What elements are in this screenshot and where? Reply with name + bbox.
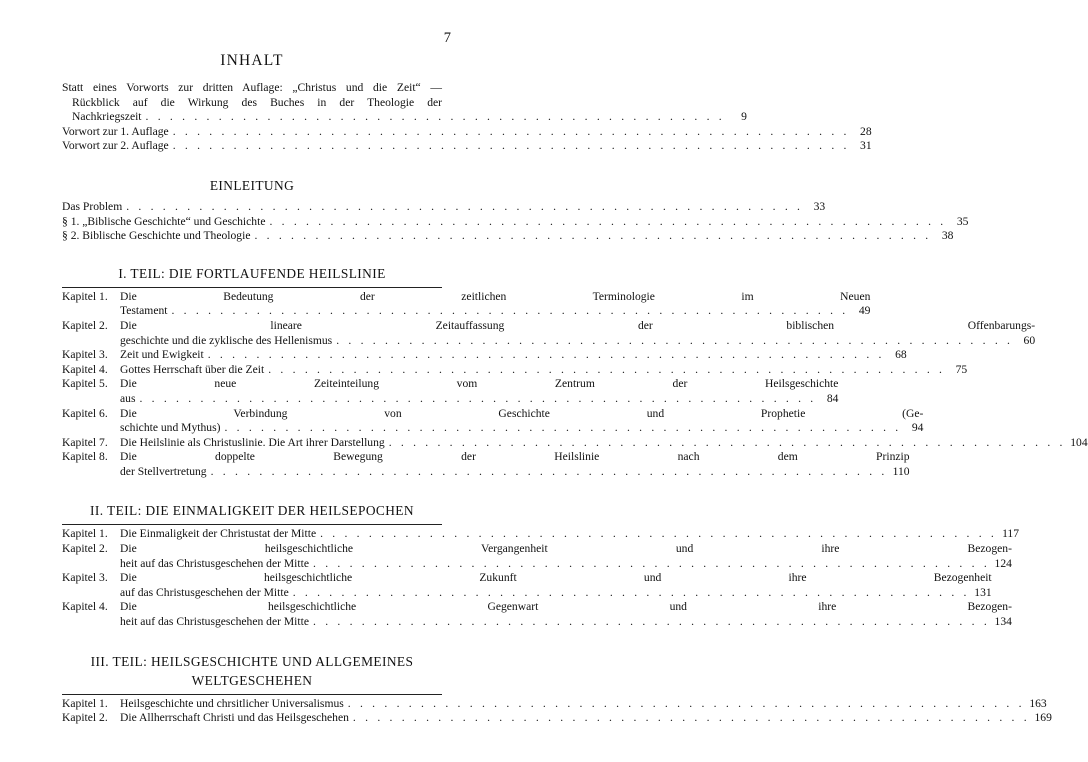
leader-dots: . . . . . . . . . . . . . . . . . . . . . . . . . . . . . . . . . . . . . . . . . . . . . . . . . . . . . . . .: [292, 585, 970, 599]
chapter-entry: [62, 318, 1036, 348]
chapter-number: Kapitel 2.: [62, 318, 108, 332]
entry-page: 35: [956, 214, 969, 228]
chapter-page: 104: [1070, 435, 1088, 449]
leader-dots: . . . . . . . . . . . . . . . . . . . . . . . . . . . . . . . . . . . . . . . . . . . . . . . .: [145, 110, 725, 124]
leader-dots: . . . . . . . . . . . . . . . . . . . . . . . . . . . . . . . . . . . . . . . . . . . . . . . . . . . . . . . .: [126, 199, 804, 213]
chapter-number: Kapitel 1.: [62, 527, 108, 541]
chapter-page: 110: [892, 464, 910, 478]
leader-dots: . . . . . . . . . . . . . . . . . . . . . . . . . . . . . . . . . . . . . . . . . . . . . . . . . . . . . . . .: [336, 333, 1014, 347]
entry-title: Vorwort zur 1. Auflage: [62, 124, 169, 138]
chapter-entry: [62, 435, 1088, 451]
chapter-title-line-1: Die heilsgeschichtliche Zukunft und ihre Bezogenheit: [120, 571, 992, 585]
chapter-entry: [62, 542, 1012, 571]
chapter-title: Testament: [120, 304, 168, 318]
chapter-title: aus: [120, 391, 136, 405]
leader-dots: . . . . . . . . . . . . . . . . . . . . . . . . . . . . . . . . . . . . . . . . . . . . . . . . . . . . . . . .: [172, 139, 850, 153]
page-title: INHALT: [220, 52, 284, 69]
toc-entry: [62, 139, 872, 154]
chapter-title-line-1: Die heilsgeschichtliche Gegenwart und ihre Bezogen-: [120, 600, 1012, 614]
chapter-title-line-1: Die neue Zeiteinteilung vom Zentrum der Heilsgeschichte: [120, 377, 839, 391]
chapter-entry: [62, 348, 907, 363]
chapter-entry: [62, 527, 1020, 542]
leader-dots: . . . . . . . . . . . . . . . . . . . . . . . . . . . . . . . . . . . . . . . . . . . . . . . . . . . . . . . .: [313, 556, 990, 570]
entry-page: 38: [941, 229, 954, 243]
chapter-page: 75: [955, 362, 968, 376]
divider: [62, 524, 442, 525]
chapter-number: Kapitel 6.: [62, 406, 108, 420]
chapter-title: heit auf das Christusgeschehen der Mitte: [120, 615, 309, 629]
entry-title: § 2. Biblische Geschichte und Theologie: [62, 229, 251, 243]
leader-dots: . . . . . . . . . . . . . . . . . . . . . . . . . . . . . . . . . . . . . . . . . . . . . . . . . . . . . . . .: [320, 527, 998, 541]
chapter-title: heit auf das Christusgeschehen der Mitte: [120, 556, 309, 570]
chapter-entry: [62, 362, 968, 378]
chapter-number: Kapitel 4.: [62, 600, 108, 614]
preface-entry: [62, 81, 747, 125]
leader-dots: . . . . . . . . . . . . . . . . . . . . . . . . . . . . . . . . . . . . . . . . . . . . . . . . . . . . . . . .: [207, 348, 885, 362]
leader-dots: . . . . . . . . . . . . . . . . . . . . . . . . . . . . . . . . . . . . . . . . . . . . . . . . . . . . . . . .: [210, 464, 888, 478]
chapter-title: auf das Christusgeschehen der Mitte: [120, 585, 289, 599]
chapter-number: Kapitel 3.: [62, 348, 108, 362]
parts-list: [62, 264, 1088, 726]
leader-dots: . . . . . . . . . . . . . . . . . . . . . . . . . . . . . . . . . . . . . . . . . . . . . . . . . . . . . . . .: [347, 696, 1025, 710]
chapter-page: 117: [1002, 527, 1020, 541]
chapter-title-line-1: Die Verbindung von Geschichte und Prophetie (Ge-: [120, 406, 924, 420]
leader-dots: . . . . . . . . . . . . . . . . . . . . . . . . . . . . . . . . . . . . . . . . . . . . . . . . . . . . . . . .: [171, 304, 849, 318]
preface-line-3: Nachkriegszeit: [72, 110, 142, 124]
chapter-entry: [62, 711, 1052, 726]
chapter-title: Gottes Herrschaft über die Zeit: [120, 362, 265, 376]
leader-dots: . . . . . . . . . . . . . . . . . . . . . . . . . . . . . . . . . . . . . . . . . . . . . . . . . . . . . . . .: [254, 229, 932, 243]
chapter-number: Kapitel 4.: [62, 362, 108, 376]
einleitung-list: [62, 199, 969, 244]
chapter-title: Die Heilslinie als Christuslinie. Die Art ihrer Darstellung: [120, 435, 385, 449]
chapter-page: 124: [994, 556, 1012, 570]
chapter-page: 134: [994, 615, 1012, 629]
chapter-title: schichte und Mythus): [120, 421, 221, 435]
chapter-title-line-1: Die heilsgeschichtliche Vergangenheit und ihre Bezogen-: [120, 542, 1012, 556]
chapter-entry: [62, 600, 1012, 629]
chapter-title-line-1: Die lineare Zeitauffassung der biblischen Offenbarungs-: [120, 318, 1036, 332]
chapter-entry: [62, 450, 910, 479]
leader-dots: . . . . . . . . . . . . . . . . . . . . . . . . . . . . . . . . . . . . . . . . . . . . . . . . . . . . . . . .: [172, 124, 850, 138]
chapter-number: Kapitel 1.: [62, 696, 108, 710]
chapter-entry: [62, 289, 871, 319]
preface-page: 9: [741, 110, 747, 124]
entry-page: 28: [860, 124, 872, 138]
chapter-title: geschichte und die zyklische des Hellenismus: [120, 333, 333, 347]
chapter-number: Kapitel 2.: [62, 542, 108, 556]
leader-dots: . . . . . . . . . . . . . . . . . . . . . . . . . . . . . . . . . . . . . . . . . . . . . . . . . . . . . . . .: [224, 421, 902, 435]
table-of-contents: [62, 52, 1088, 726]
chapter-number: Kapitel 2.: [62, 711, 108, 725]
chapter-page: 84: [826, 391, 839, 405]
part-heading: I. TEIL: DIE FORTLAUFENDE HEILSLINIE: [118, 265, 386, 281]
page-number: 7: [443, 30, 451, 46]
divider: [62, 287, 442, 288]
chapter-title-line-1: Die Bedeutung der zeitlichen Terminologie im Neuen: [120, 289, 871, 303]
entry-title: Das Problem: [62, 199, 123, 213]
front-matter-list: [62, 124, 872, 154]
toc-entry: [62, 199, 826, 215]
chapter-number: Kapitel 1.: [62, 289, 108, 303]
entry-page: 31: [860, 139, 872, 153]
chapter-title: der Stellvertretung: [120, 464, 207, 478]
chapter-page: 131: [974, 585, 992, 599]
chapter-page: 49: [858, 304, 871, 318]
leader-dots: . . . . . . . . . . . . . . . . . . . . . . . . . . . . . . . . . . . . . . . . . . . . . . . . . . . . . . . .: [388, 435, 1066, 449]
chapter-number: Kapitel 3.: [62, 571, 108, 585]
divider: [62, 694, 442, 695]
chapter-number: Kapitel 8.: [62, 450, 108, 464]
entry-title: Vorwort zur 2. Auflage: [62, 139, 169, 153]
chapter-entry: [62, 571, 992, 600]
chapter-entry: [62, 406, 924, 436]
chapter-title: Heilsgeschichte und chrsitlicher Universalismus: [120, 696, 344, 710]
leader-dots: . . . . . . . . . . . . . . . . . . . . . . . . . . . . . . . . . . . . . . . . . . . . . . . . . . . . . . . .: [268, 362, 946, 376]
leader-dots: . . . . . . . . . . . . . . . . . . . . . . . . . . . . . . . . . . . . . . . . . . . . . . . . . . . . . . . .: [313, 615, 990, 629]
entry-title: § 1. „Biblische Geschichte“ und Geschichte: [62, 214, 266, 228]
chapter-title: Zeit und Ewigkeit: [120, 348, 204, 362]
chapter-entry: [62, 377, 839, 406]
section-heading-einleitung: EINLEITUNG: [209, 177, 295, 193]
part-heading-line-2: WELTGESCHEHEN: [191, 672, 313, 688]
leader-dots: . . . . . . . . . . . . . . . . . . . . . . . . . . . . . . . . . . . . . . . . . . . . . . . . . . . . . . . .: [352, 711, 1030, 725]
leader-dots: . . . . . . . . . . . . . . . . . . . . . . . . . . . . . . . . . . . . . . . . . . . . . . . . . . . . . . . .: [139, 391, 817, 405]
chapter-page: 94: [911, 421, 924, 435]
toc-entry: [62, 124, 872, 140]
toc-entry: [62, 214, 969, 230]
chapter-title: Die Allherrschaft Christi und das Heilsgeschehen: [120, 711, 349, 725]
entry-page: 33: [813, 199, 826, 213]
preface-line-2: Rückblick auf die Wirkung des Buches in der Theologie der: [72, 95, 442, 109]
chapter-page: 60: [1023, 333, 1036, 347]
chapter-number: Kapitel 5.: [62, 377, 108, 391]
chapter-page: 163: [1029, 696, 1047, 710]
chapter-title-line-1: Die doppelte Bewegung der Heilslinie nach dem Prinzip: [120, 450, 910, 464]
part-heading: II. TEIL: DIE EINMALIGKEIT DER HEILSEPOCHEN: [90, 503, 414, 519]
chapter-page: 169: [1034, 711, 1052, 725]
part-heading: III. TEIL: HEILSGESCHICHTE UND ALLGEMEINES: [90, 653, 414, 669]
leader-dots: . . . . . . . . . . . . . . . . . . . . . . . . . . . . . . . . . . . . . . . . . . . . . . . . . . . . . . . .: [269, 214, 947, 228]
chapter-title: Die Einmaligkeit der Christustat der Mitte: [120, 527, 317, 541]
chapter-entry: [62, 696, 1047, 712]
preface-line-1: Statt eines Vorworts zur dritten Auflage: „Christus und die Zeit“ —: [62, 81, 442, 94]
chapter-number: Kapitel 7.: [62, 435, 108, 449]
toc-entry: [62, 229, 954, 244]
chapter-page: 68: [895, 348, 907, 362]
